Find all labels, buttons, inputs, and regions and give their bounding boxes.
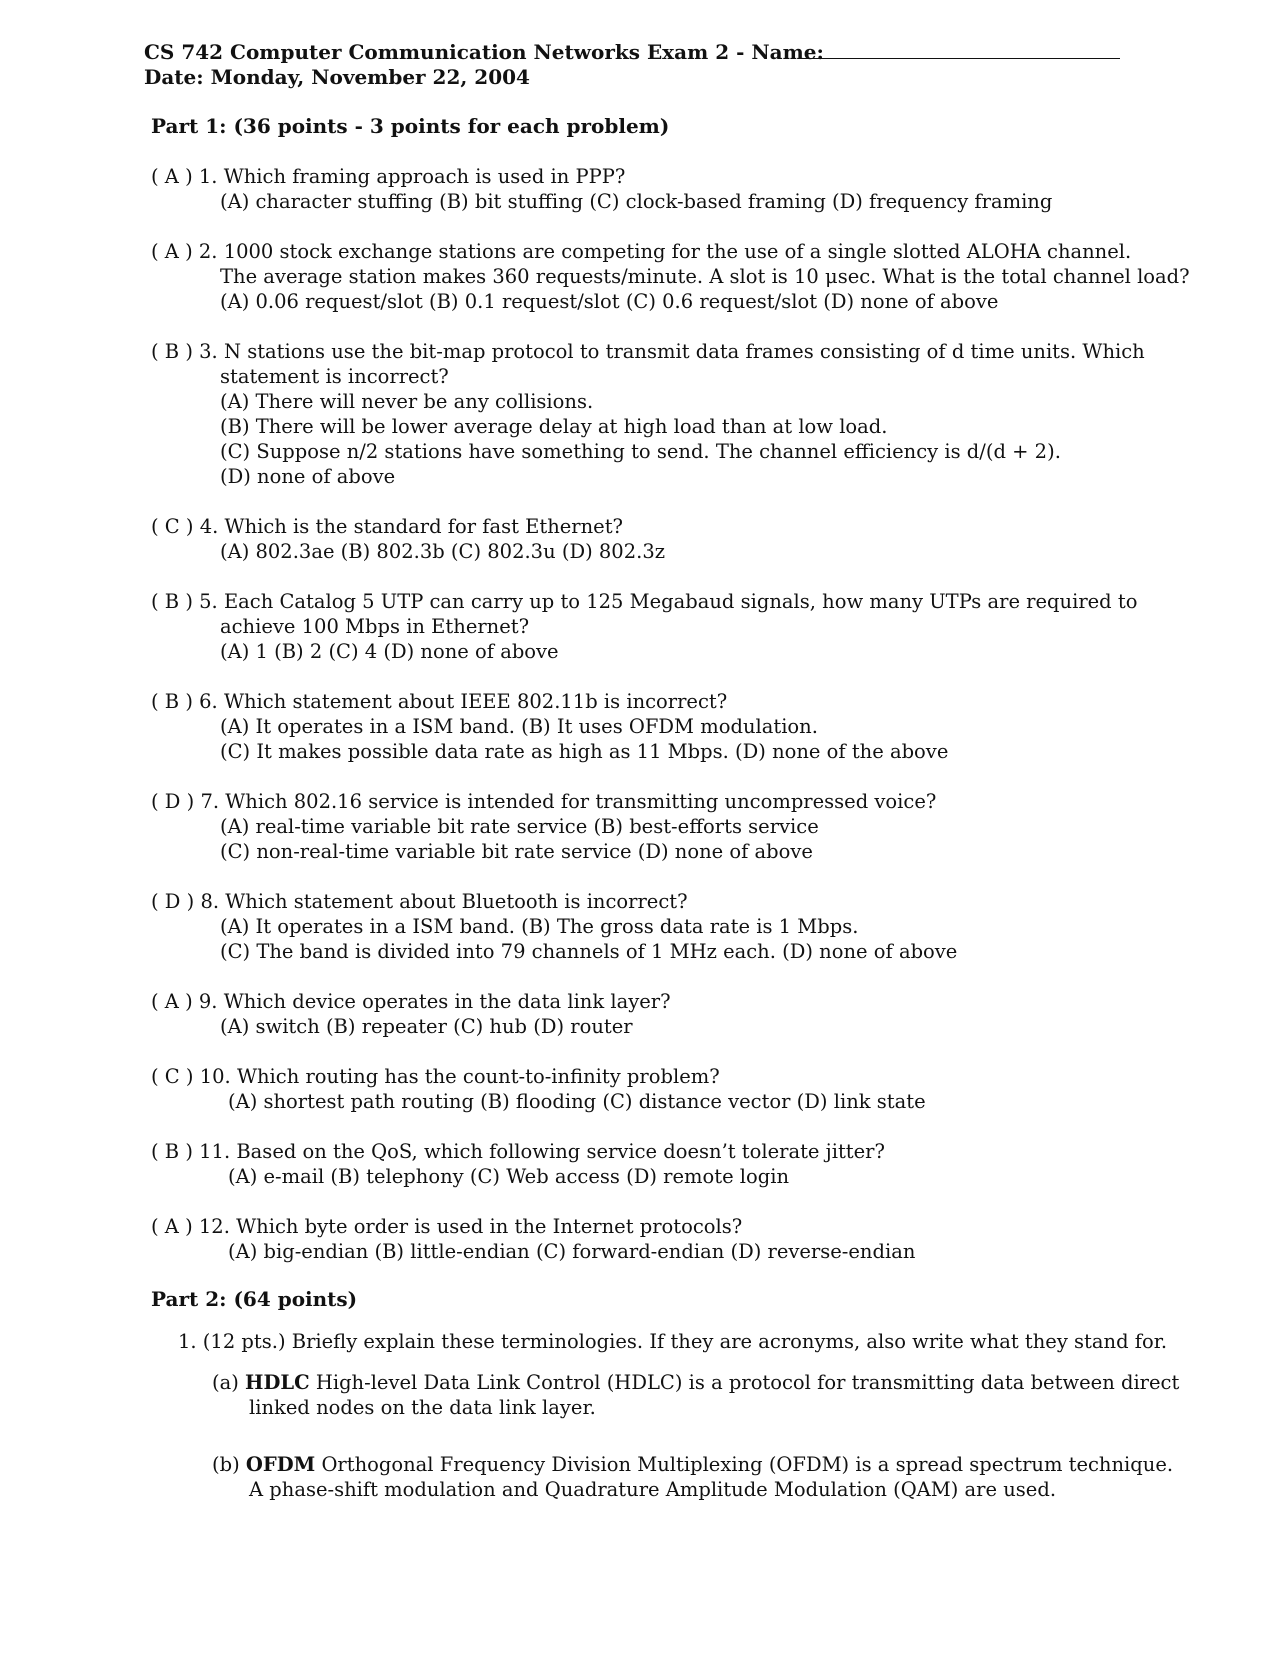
question-10-stem: ( C ) 10. Which routing has the count-to-infinity problem? [151,1065,720,1088]
term-hdlc-definition-cont: linked nodes on the data link layer. [249,1396,596,1419]
question-4-stem: ( C ) 4. Which is the standard for fast Ethernet? [151,515,624,538]
part2-question-1: 1. (12 pts.) Briefly explain these terminologies. If they are acronyms, also write what they stand for. [178,1330,1168,1353]
question-5-stem-cont: achieve 100 Mbps in Ethernet? [220,615,530,638]
question-8-stem: ( D ) 8. Which statement about Bluetooth is incorrect? [151,890,688,913]
question-9-stem: ( A ) 9. Which device operates in the data link layer? [151,990,671,1013]
question-3-option-c: (C) Suppose n/2 stations have something to send. The channel efficiency is d/(d + 2). [220,440,1061,463]
question-3-stem: ( B ) 3. N stations use the bit-map protocol to transmit data frames consisting of d time units. Which [151,340,1145,363]
question-9-options: (A) switch (B) repeater (C) hub (D) router [220,1015,633,1038]
question-2-stem: ( A ) 2. 1000 stock exchange stations are competing for the use of a single slotted ALOHA channel. [151,240,1132,263]
question-8-options-2: (C) The band is divided into 79 channels of 1 MHz each. (D) none of above [220,940,958,963]
part2-heading: Part 2: (64 points) [151,1287,358,1311]
question-7-options-2: (C) non-real-time variable bit rate service (D) none of above [220,840,813,863]
exam-date: Date: Monday, November 22, 2004 [144,65,530,89]
question-3-option-a: (A) There will never be any collisions. [220,390,594,413]
question-10-options: (A) shortest path routing (B) flooding (C) distance vector (D) link state [228,1090,926,1113]
term-item-label: (a) [212,1371,239,1394]
question-11-options: (A) e-mail (B) telephony (C) Web access (D) remote login [228,1165,790,1188]
part1-heading: Part 1: (36 points - 3 points for each problem) [151,114,670,138]
term-item-ofdm-line1 [212,1452,1173,1477]
term-hdlc: HDLC [245,1371,310,1394]
question-12-options: (A) big-endian (B) little-endian (C) forward-endian (D) reverse-endian [228,1240,916,1263]
question-5-stem: ( B ) 5. Each Catalog 5 UTP can carry up to 125 Megabaud signals, how many UTPs are required to [151,590,1138,613]
question-3-option-d: (D) none of above [220,465,396,488]
question-1-stem: ( A ) 1. Which framing approach is used in PPP? [151,165,626,188]
question-6-options-1: (A) It operates in a ISM band. (B) It uses OFDM modulation. [220,715,818,738]
term-item-hdlc-line1 [212,1370,1179,1395]
question-8-options-1: (A) It operates in a ISM band. (B) The gross data rate is 1 Mbps. [220,915,859,938]
question-7-options-1: (A) real-time variable bit rate service (B) best-efforts service [220,815,819,838]
question-11-stem: ( B ) 11. Based on the QoS, which following service doesn’t tolerate jitter? [151,1140,885,1163]
question-7-stem: ( D ) 7. Which 802.16 service is intended for transmitting uncompressed voice? [151,790,937,813]
question-3-stem-cont: statement is incorrect? [220,365,449,388]
term-ofdm-definition-cont: A phase-shift modulation and Quadrature Amplitude Modulation (QAM) are used. [249,1478,1057,1501]
question-5-options: (A) 1 (B) 2 (C) 4 (D) none of above [220,640,559,663]
question-6-stem: ( B ) 6. Which statement about IEEE 802.11b is incorrect? [151,690,728,713]
term-hdlc-definition: High-level Data Link Control (HDLC) is a protocol for transmitting data between direct [315,1371,1180,1394]
term-ofdm-definition: Orthogonal Frequency Division Multiplexing (OFDM) is a spread spectrum technique. [321,1453,1174,1476]
term-item-label: (b) [212,1453,240,1476]
question-6-options-2: (C) It makes possible data rate as high as 11 Mbps. (D) none of the above [220,740,949,763]
question-4-options: (A) 802.3ae (B) 802.3b (C) 802.3u (D) 802.3z [220,540,665,563]
question-1-options: (A) character stuffing (B) bit stuffing (C) clock-based framing (D) frequency framing [220,190,1053,213]
question-2-stem-cont: The average station makes 360 requests/minute. A slot is 10 μsec. What is the total channel load? [220,265,1190,288]
exam-title: CS 742 Computer Communication Networks Exam 2 - Name: [144,40,824,64]
question-2-options: (A) 0.06 request/slot (B) 0.1 request/slot (C) 0.6 request/slot (D) none of above [220,290,999,313]
term-ofdm: OFDM [245,1453,316,1476]
question-12-stem: ( A ) 12. Which byte order is used in the Internet protocols? [151,1215,743,1238]
name-blank-line [802,58,1120,59]
question-3-option-b: (B) There will be lower average delay at high load than at low load. [220,415,888,438]
